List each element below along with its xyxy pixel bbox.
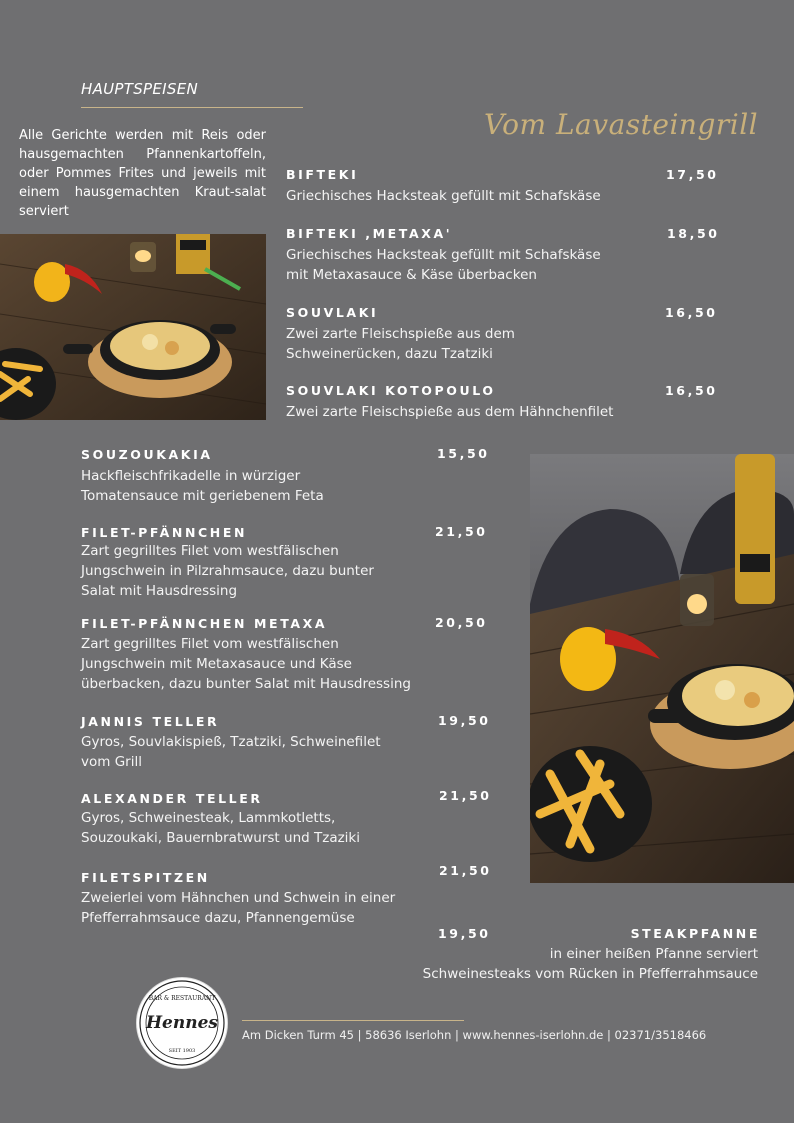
dish-name: FILETSPITZEN xyxy=(81,870,210,885)
logo-tagline: BAR & RESTAURANT xyxy=(148,995,216,1002)
footer-contact: Am Dicken Turm 45 | 58636 Iserlohn | www.hennes-iserlohn.de | 02371/3518466 xyxy=(242,1028,707,1042)
dish-name: JANNIS TELLER xyxy=(81,714,220,729)
dish-name: BIFTEKI ,METAXA' xyxy=(286,226,453,241)
dish-name: SOUVLAKI xyxy=(286,305,379,320)
dish-description: mit Metaxasauce & Käse überbacken xyxy=(286,267,537,283)
dish-description: Tomatensauce mit geriebenem Feta xyxy=(81,488,324,504)
dish-price: 21,50 xyxy=(439,863,492,878)
dish-description: Gyros, Souvlakispieß, Tzatziki, Schweinefilet xyxy=(81,734,381,750)
intro-text: Alle Gerichte werden mit Reis oder hausgemachten Pfannenkartoffeln, oder Pommes Frites und jeweils mit einem hausgemachten Kraut-salat serviert xyxy=(19,128,266,219)
dish-description: Zart gegrilltes Filet vom westfälischen xyxy=(81,543,339,559)
dish-name: STEAKPFANNE xyxy=(630,926,760,941)
grill-heading: Vom Lavasteingrill xyxy=(484,108,759,141)
dish-price: 19,50 xyxy=(438,713,491,728)
dish-price: 19,50 xyxy=(438,926,491,941)
dish-description: Schweinesteaks vom Rücken in Pfefferrahmsauce xyxy=(422,966,758,982)
logo-wordmark: Hennes xyxy=(146,1013,218,1033)
dish-description: Salat mit Hausdressing xyxy=(81,583,238,599)
dish-name: BIFTEKI xyxy=(286,167,359,182)
dish-price: 16,50 xyxy=(665,305,718,320)
dish-name: FILET-PFÄNNCHEN METAXA xyxy=(81,616,328,631)
dish-price: 16,50 xyxy=(665,383,718,398)
dish-price: 20,50 xyxy=(435,615,488,630)
dish-description: überbacken, dazu bunter Salat mit Hausdressing xyxy=(81,676,411,692)
dish-description: Souzoukaki, Bauernbratwurst und Tzaziki xyxy=(81,830,360,846)
dish-description: Griechisches Hacksteak gefüllt mit Schafskäse xyxy=(286,247,601,263)
dish-description: Hackfleischfrikadelle in würziger xyxy=(81,468,301,484)
dish-price: 18,50 xyxy=(667,226,720,241)
dish-price: 21,50 xyxy=(435,524,488,539)
dish-description: Griechisches Hacksteak gefüllt mit Schafskäse xyxy=(286,188,601,204)
dish-description: Zwei zarte Fleischspieße aus dem xyxy=(286,326,515,342)
dish-price: 17,50 xyxy=(666,167,719,182)
dish-price: 21,50 xyxy=(439,788,492,803)
food-photo-skillet-large xyxy=(530,454,794,883)
restaurant-logo xyxy=(137,978,227,1068)
dish-description: Pfefferrahmsauce dazu, Pfannengemüse xyxy=(81,910,355,926)
section-divider xyxy=(81,107,303,108)
dish-name: SOUVLAKI KOTOPOULO xyxy=(286,383,496,398)
dish-price: 15,50 xyxy=(437,446,490,461)
section-title: HAUPTSPEISEN xyxy=(81,80,199,98)
dish-description: Zwei zarte Fleischspieße aus dem Hähnchenfilet xyxy=(286,404,614,420)
dish-description: Jungschwein mit Metaxasauce und Käse xyxy=(81,656,352,672)
food-photo-skillet-small xyxy=(0,234,266,420)
dish-name: FILET-PFÄNNCHEN xyxy=(81,525,248,540)
dish-description: Zart gegrilltes Filet vom westfälischen xyxy=(81,636,339,652)
dish-name: SOUZOUKAKIA xyxy=(81,447,213,462)
logo-since: SEIT 1903 xyxy=(168,1048,196,1054)
dish-description: Jungschwein in Pilzrahmsauce, dazu bunter xyxy=(81,563,374,579)
dish-description: vom Grill xyxy=(81,754,142,770)
dish-description: Schweinerücken, dazu Tzatziki xyxy=(286,346,493,362)
footer-divider xyxy=(242,1020,464,1021)
dish-description: Zweierlei vom Hähnchen und Schwein in einer xyxy=(81,890,396,906)
dish-name: ALEXANDER TELLER xyxy=(81,791,263,806)
dish-description: in einer heißen Pfanne serviert xyxy=(549,946,758,962)
dish-description: Gyros, Schweinesteak, Lammkotletts, xyxy=(81,810,336,826)
